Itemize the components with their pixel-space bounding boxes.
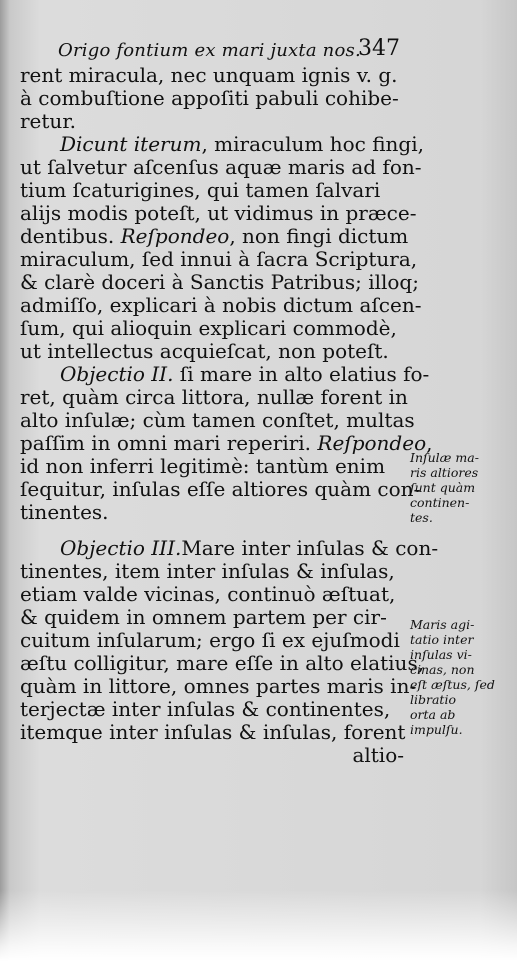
- text-segment: id non inferri legitimè: tantùm enim: [20, 454, 386, 478]
- text-line: [20, 386, 410, 409]
- text-line: [20, 64, 410, 87]
- text-segment: à combuſtione appoſiti pabuli cohibe-: [20, 86, 399, 110]
- marginal-note-line: tatio inter: [410, 632, 474, 647]
- text-line: [20, 247, 418, 271]
- text-segment: tinentes, item inter inſulas & inſulas,: [20, 559, 395, 583]
- text-segment: dentibus.: [20, 224, 121, 248]
- bottom-page-edge: [0, 890, 517, 961]
- text-line: [20, 536, 439, 560]
- text-segment: ut ſalvetur aſcenſus aquæ maris ad fon-: [20, 155, 422, 179]
- text-segment: & clarè doceri à Sanctis Patribus; illoq;: [20, 270, 419, 294]
- marginal-note-islands: [410, 450, 515, 525]
- text-line: [20, 674, 417, 698]
- text-line: [20, 225, 410, 248]
- marginal-note-line: tes.: [410, 510, 433, 525]
- text-line: [20, 431, 433, 455]
- text-segment: , non fingi dictum: [229, 224, 409, 248]
- text-line: [20, 132, 424, 156]
- text-segment: cuitum inſularum; ergo ſi ex ejuſmodi: [20, 628, 400, 652]
- text-segment: & quidem in omnem partem per cir-: [20, 605, 387, 629]
- text-line: [20, 270, 419, 294]
- marginal-note-line: eſt æſtus, ſed: [410, 677, 495, 692]
- text-line: [20, 651, 425, 675]
- marginal-note-line: inſulas vi-: [410, 647, 472, 662]
- text-line: [20, 501, 410, 524]
- text-line: [20, 155, 422, 179]
- italic-segment: Reſpondeo: [317, 431, 427, 455]
- text-line: [20, 698, 410, 721]
- page-number: 347: [358, 36, 400, 61]
- text-segment: alijs modis poteſt, ut vidimus in præce-: [20, 201, 417, 225]
- text-segment: ut intellectus acquieſcat, non poteſt.: [20, 339, 389, 363]
- text-segment: quàm in littore, omnes partes maris in-: [20, 674, 417, 698]
- text-line: [20, 744, 410, 767]
- marginal-note-line: ris altiores: [410, 465, 479, 480]
- italic-segment: Dicunt iterum: [60, 132, 202, 156]
- marginal-note-line: impulſu.: [410, 722, 463, 737]
- marginal-note-line: ſunt quàm: [410, 480, 476, 495]
- text-segment: ,: [426, 431, 433, 455]
- running-head: Origo fontium ex mari juxta nos.: [58, 40, 361, 61]
- text-line: [20, 477, 421, 501]
- text-segment: æſtu colligitur, mare eſſe in alto elatius,: [20, 651, 425, 675]
- text-segment: itemque inter inſulas & inſulas, forent: [20, 720, 406, 744]
- text-segment: paſſim in omni mari reperiri.: [20, 431, 318, 455]
- page-header: [48, 32, 408, 66]
- text-line: [20, 408, 415, 432]
- text-segment: miraculum, ſed innui à ſacra Scriptura,: [20, 247, 418, 271]
- text-segment: tium ſcaturigines, qui tamen ſalvari: [20, 178, 381, 202]
- text-segment: ſequitur, inſulas eſſe altiores quàm con-: [20, 477, 421, 501]
- text-line: [20, 583, 410, 606]
- text-segment: ret, quàm circa littora, nullæ forent in: [20, 385, 408, 409]
- text-line: [20, 606, 410, 629]
- text-segment: admiſſo, explicari à nobis dictum aſcen-: [20, 293, 422, 317]
- text-segment: etiam valde vicinas, continuò æſtuat,: [20, 582, 396, 606]
- marginal-note-line: orta ab: [410, 707, 456, 722]
- text-line: [20, 560, 410, 583]
- italic-segment: Objectio II.: [60, 362, 174, 386]
- marginal-note-line: Inſulæ ma-: [410, 450, 479, 465]
- text-line: [20, 201, 417, 225]
- text-line: [20, 455, 410, 478]
- marginal-note-line: cinas, non: [410, 662, 475, 677]
- text-line: [20, 110, 410, 133]
- text-segment: , miraculum hoc fingi,: [201, 132, 424, 156]
- text-segment: terjectæ inter inſulas & continentes,: [20, 697, 391, 721]
- text-segment: altio-: [352, 743, 404, 767]
- text-line: [20, 317, 410, 340]
- text-line: [20, 87, 410, 110]
- marginal-note-line: Maris agi-: [410, 617, 475, 632]
- text-segment: rent miracula, nec unquam ignis v. g.: [20, 63, 398, 87]
- text-line: [20, 629, 410, 652]
- text-line: [20, 362, 430, 386]
- italic-segment: Reſpondeo: [120, 224, 230, 248]
- text-segment: tinentes.: [20, 500, 109, 524]
- italic-segment: Objectio III.: [60, 536, 182, 560]
- marginal-note-line: continen-: [410, 495, 470, 510]
- text-segment: alto inſulæ; cùm tamen conſtet, multas: [20, 408, 415, 432]
- text-segment: retur.: [20, 109, 77, 133]
- text-line: [20, 721, 410, 744]
- text-segment: ſi mare in alto elatius fo-: [173, 362, 430, 386]
- marginal-note-line: libratio: [410, 692, 456, 707]
- text-line: [20, 293, 422, 317]
- text-segment: Mare inter inſulas & con-: [181, 536, 439, 560]
- marginal-note-sea-agitation: [410, 617, 515, 737]
- text-line: [20, 340, 410, 363]
- text-segment: ſum, qui alioquin explicari commodè,: [20, 316, 397, 340]
- text-line: [20, 179, 410, 202]
